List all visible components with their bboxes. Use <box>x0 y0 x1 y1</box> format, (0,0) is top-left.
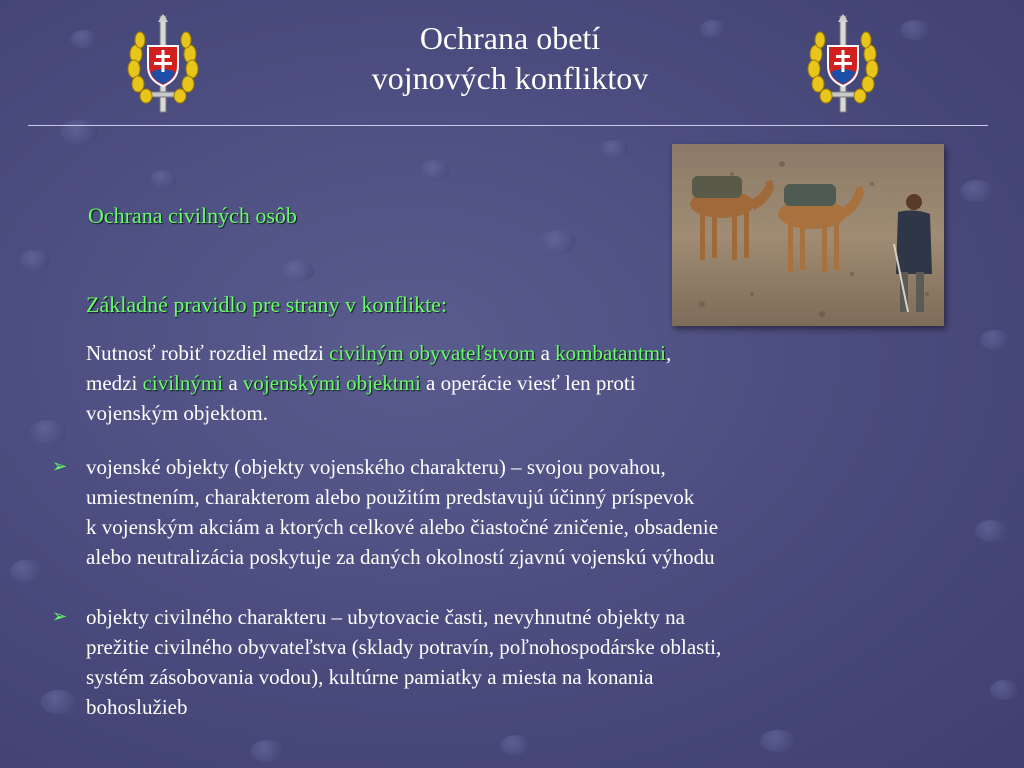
intro-text: medzi <box>86 371 143 395</box>
intro-line-3: vojenským objektom. <box>86 401 268 425</box>
title-line-2: vojnových konfliktov <box>371 60 649 96</box>
bullet-item <box>86 452 966 572</box>
camel-caravan-photo <box>672 144 944 326</box>
bullet-line: objekty civilného charakteru – ubytovacie časti, nevyhnutné objekty na <box>86 605 685 629</box>
rule-heading: Základné pravidlo pre strany v konflikte: <box>86 292 448 317</box>
intro-text: a operácie viesť len proti <box>420 371 636 395</box>
intro-text: Nutnosť robiť rozdiel medzi <box>86 341 330 365</box>
bullet-item <box>86 602 966 722</box>
highlight-term: kombatantmi <box>555 341 666 365</box>
intro-line-2 <box>86 368 916 398</box>
intro-paragraph <box>86 338 916 428</box>
bullet-line: umiestnením, charakterom alebo použitím predstavujú účinný príspevok <box>86 485 695 509</box>
bullet-arrow-icon: ➢ <box>52 606 68 627</box>
title-divider <box>28 125 988 126</box>
intro-text: a <box>223 371 243 395</box>
military-emblem-icon <box>124 14 202 114</box>
bullet-line: bohoslužieb <box>86 695 188 719</box>
highlight-term: civilnými <box>142 371 224 395</box>
intro-line-1 <box>86 338 916 368</box>
bullet-line: vojenské objekty (objekty vojenského charakteru) – svojou povahou, <box>86 455 666 479</box>
section-heading: Ochrana civilných osôb <box>88 203 297 228</box>
highlight-term: civilným obyvateľstvom <box>329 341 536 365</box>
intro-text: , <box>665 341 672 365</box>
bullet-arrow-icon: ➢ <box>52 456 68 477</box>
bullet-line: prežitie civilného obyvateľstva (sklady potravín, poľnohospodárske oblasti, <box>86 635 722 659</box>
title-line-1: Ochrana obetí <box>419 20 601 56</box>
bullet-line: systém zásobovania vodou), kultúrne pamiatky a miesta na konania <box>86 665 654 689</box>
bullet-line: k vojenským akciám a ktorých celkové alebo čiastočné zničenie, obsadenie <box>86 515 719 539</box>
slide-title <box>270 18 750 98</box>
military-emblem-icon <box>804 14 882 114</box>
intro-text: a <box>535 341 556 365</box>
highlight-term: vojenskými objektmi <box>242 371 421 395</box>
bullet-line: alebo neutralizácia poskytuje za daných okolností zjavnú vojenskú výhodu <box>86 545 715 569</box>
